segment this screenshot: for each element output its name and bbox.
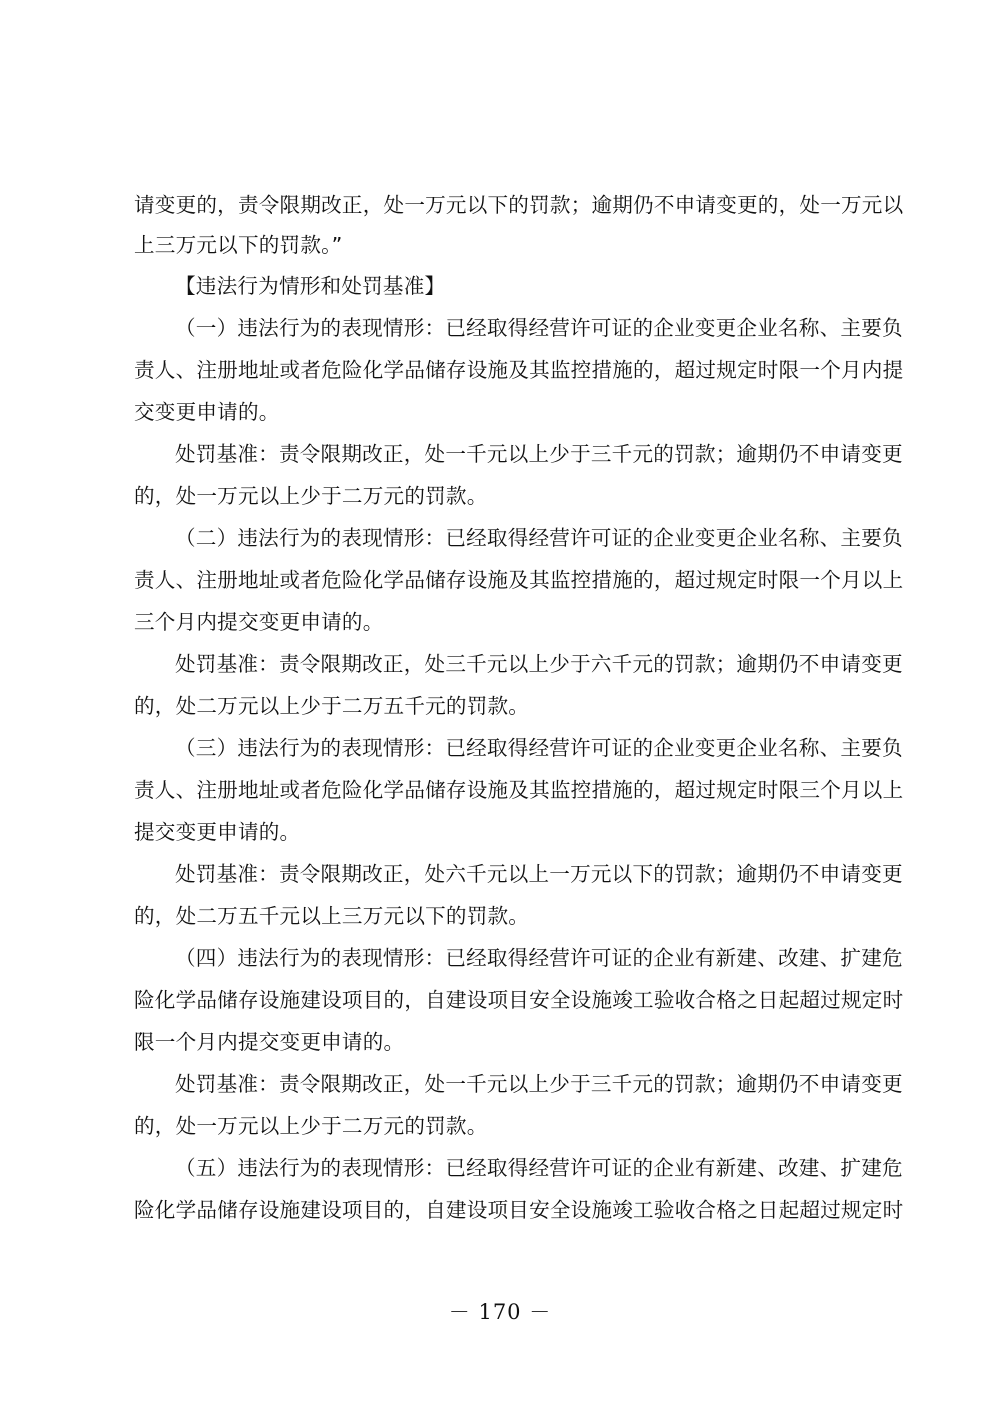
paragraph-line: （二）违法行为的表现情形：已经取得经营许可证的企业变更企业名称、主要负 — [175, 526, 903, 550]
text-line: 的，处一万元以上少于二万元的罚款。 — [134, 484, 488, 508]
paragraph-line: （一）违法行为的表现情形：已经取得经营许可证的企业变更企业名称、主要负 — [175, 316, 903, 340]
paragraph-line: （五）违法行为的表现情形：已经取得经营许可证的企业有新建、改建、扩建危 — [175, 1156, 903, 1180]
paragraph-line: 处罚基准：责令限期改正，处三千元以上少于六千元的罚款；逾期仍不申请变更 — [175, 652, 903, 676]
text-line: 三个月内提交变更申请的。 — [134, 610, 384, 634]
text-line: 责人、注册地址或者危险化学品储存设施及其监控措施的，超过规定时限一个月以上 — [134, 568, 904, 592]
paragraph-line: 处罚基准：责令限期改正，处一千元以上少于三千元的罚款；逾期仍不申请变更 — [175, 1072, 903, 1096]
text-line: 限一个月内提交变更申请的。 — [134, 1030, 405, 1054]
text-line: 上三万元以下的罚款。” — [134, 233, 343, 257]
paragraph-line: 处罚基准：责令限期改正，处六千元以上一万元以下的罚款；逾期仍不申请变更 — [175, 862, 903, 886]
paragraph-line: （三）违法行为的表现情形：已经取得经营许可证的企业变更企业名称、主要负 — [175, 736, 903, 760]
text-line: 的，处二万五千元以上三万元以下的罚款。 — [134, 904, 530, 928]
text-line: 责人、注册地址或者危险化学品储存设施及其监控措施的，超过规定时限三个月以上 — [134, 778, 904, 802]
text-line: 交变更申请的。 — [134, 400, 280, 424]
section-heading: 【违法行为情形和处罚基准】 — [175, 274, 446, 298]
paragraph-line: 处罚基准：责令限期改正，处一千元以上少于三千元的罚款；逾期仍不申请变更 — [175, 442, 903, 466]
text-line: 责人、注册地址或者危险化学品储存设施及其监控措施的，超过规定时限一个月内提 — [134, 358, 904, 382]
text-line: 的，处一万元以上少于二万元的罚款。 — [134, 1114, 488, 1138]
text-line: 险化学品储存设施建设项目的，自建设项目安全设施竣工验收合格之日起超过规定时 — [134, 988, 904, 1012]
text-line: 险化学品储存设施建设项目的，自建设项目安全设施竣工验收合格之日起超过规定时 — [134, 1198, 904, 1222]
text-line: 的，处二万元以上少于二万五千元的罚款。 — [134, 694, 530, 718]
paragraph-line: （四）违法行为的表现情形：已经取得经营许可证的企业有新建、改建、扩建危 — [175, 946, 903, 970]
text-line: 提交变更申请的。 — [134, 820, 301, 844]
text-line: 请变更的，责令限期改正，处一万元以下的罚款；逾期仍不申请变更的，处一万元以 — [134, 193, 904, 217]
page-number: － 170 － — [448, 1300, 552, 1324]
